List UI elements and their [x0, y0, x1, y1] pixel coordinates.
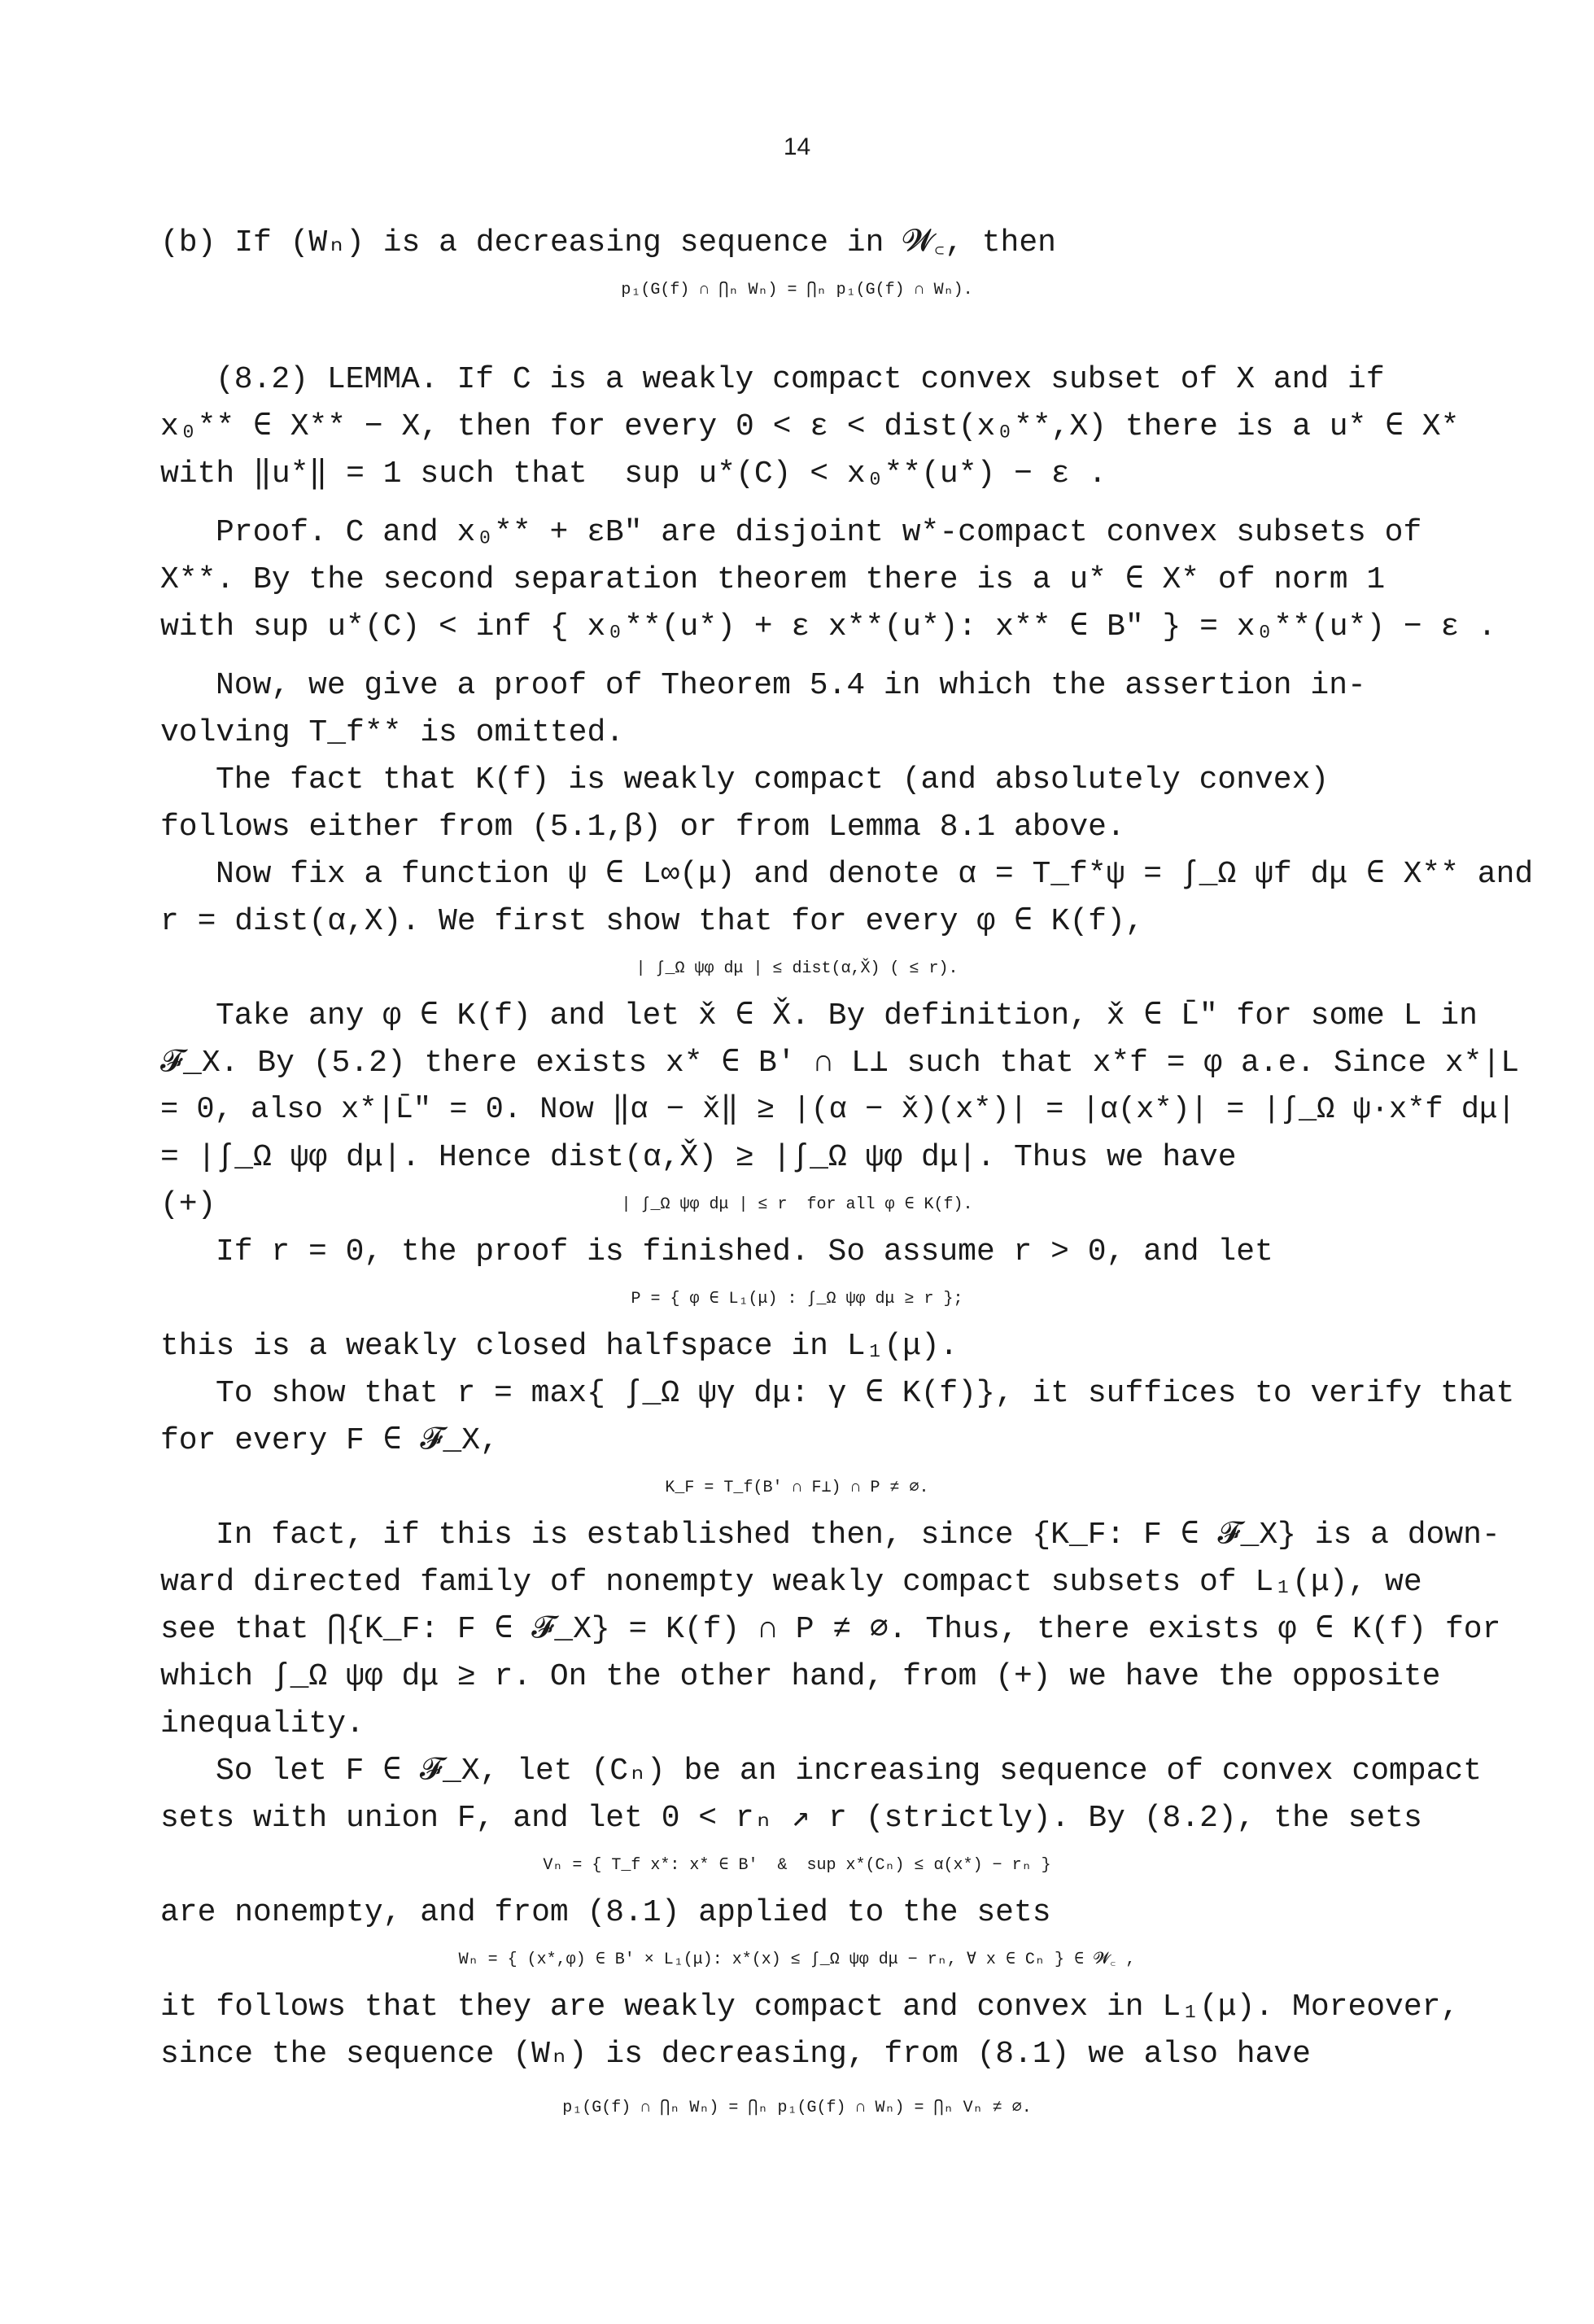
- text-line: To show that r = max{ ∫_Ω ψγ dμ: γ ∈ K(f)}, it suffices to verify that: [216, 1376, 1515, 1411]
- display-equation: p₁(G(f) ∩ ⋂ₙ Wₙ) = ⋂ₙ p₁(G(f) ∩ Wₙ) = ⋂ₙ Vₙ ≠ ∅.: [562, 2099, 1032, 2117]
- text-line: volving T_f** is omitted.: [160, 715, 625, 750]
- text-line: it follows that they are weakly compact and convex in L₁(μ). Moreover,: [160, 1990, 1460, 2025]
- text-line: inequality.: [160, 1706, 365, 1741]
- text-line: 𝓕_X. By (5.2) there exists x* ∈ B′ ∩ L⊥ such that x*f = φ a.e. Since x*|L: [160, 1046, 1520, 1081]
- display-equation: p₁(G(f) ∩ ⋂ₙ Wₙ) = ⋂ₙ p₁(G(f) ∩ Wₙ).: [621, 281, 973, 299]
- proof-line: Proof. C and x₀** + εB″ are disjoint w*-compact convex subsets of: [216, 515, 1422, 550]
- display-equation: P = { φ ∈ L₁(μ) : ∫_Ω ψφ dμ ≥ r };: [631, 1290, 963, 1308]
- text-line: (b) If (Wₙ) is a decreasing sequence in 𝓦꜀, then: [160, 225, 1056, 260]
- display-equation: K_F = T_f(B′ ∩ F⊥) ∩ P ≠ ∅.: [665, 1479, 929, 1497]
- text-line: = |∫_Ω ψφ dμ|. Hence dist(α,X̌) ≥ |∫_Ω ψφ dμ|. Thus we have: [160, 1140, 1237, 1175]
- text-line: which ∫_Ω ψφ dμ ≥ r. On the other hand, from (+) we have the opposite: [160, 1659, 1441, 1694]
- text-line: Now fix a function ψ ∈ L∞(μ) and denote α = T_f*ψ = ∫_Ω ψf dμ ∈ X** and: [216, 857, 1534, 892]
- text-line: ward directed family of nonempty weakly compact subsets of L₁(μ), we: [160, 1565, 1422, 1600]
- text-line: Take any φ ∈ K(f) and let x̌ ∈ X̌. By definition, x̌ ∈ L̄″ for some L in: [216, 998, 1478, 1033]
- display-equation: | ∫_Ω ψφ dμ | ≤ r for all φ ∈ K(f).: [621, 1195, 973, 1214]
- text-line: sets with union F, and let 0 < rₙ ↗ r (strictly). By (8.2), the sets: [160, 1801, 1422, 1836]
- text-line: The fact that K(f) is weakly compact (and absolutely convex): [216, 762, 1330, 797]
- text-line: = 0, also x*|L̄″ = 0. Now ‖α − x̌‖ ≥ |(α − x̌)(x*)| = |α(x*)| = |∫_Ω ψ·x*f dμ|: [160, 1093, 1516, 1127]
- equation-tag: (+): [160, 1187, 216, 1222]
- lemma-heading-line: (8.2) LEMMA. If C is a weakly compact convex subset of X and if: [216, 362, 1385, 397]
- text-line: If r = 0, the proof is finished. So assume r > 0, and let: [216, 1234, 1273, 1269]
- text-line: with ‖u*‖ = 1 such that sup u*(C) < x₀**(u*) − ε .: [160, 456, 1107, 491]
- text-line: this is a weakly closed halfspace in L₁(μ).: [160, 1329, 959, 1364]
- display-equation: Vₙ = { T_f x*: x* ∈ B′ & sup x*(Cₙ) ≤ α(x*) − rₙ }: [543, 1856, 1051, 1875]
- text-line: with sup u*(C) < inf { x₀**(u*) + ε x**(u*): x** ∈ B″ } = x₀**(u*) − ε .: [160, 609, 1496, 644]
- text-line: follows either from (5.1,β) or from Lemma 8.1 above.: [160, 810, 1125, 845]
- text-line: are nonempty, and from (8.1) applied to the sets: [160, 1895, 1051, 1930]
- text-line: since the sequence (Wₙ) is decreasing, from (8.1) we also have: [160, 2037, 1311, 2072]
- text-line: r = dist(α,X). We first show that for every φ ∈ K(f),: [160, 904, 1144, 939]
- display-equation: Wₙ = { (x*,φ) ∈ B′ × L₁(μ): x*(x) ≤ ∫_Ω ψφ dμ − rₙ, ∀ x ∈ Cₙ } ∈ 𝓦꜀ ,: [458, 1950, 1136, 1969]
- text-line: In fact, if this is established then, since {K_F: F ∈ 𝓕_X} is a down-: [216, 1518, 1500, 1553]
- text-line: X**. By the second separation theorem there is a u* ∈ X* of norm 1: [160, 562, 1386, 597]
- display-equation: | ∫_Ω ψφ dμ | ≤ dist(α,X̌) ( ≤ r).: [635, 959, 959, 978]
- text-line: x₀** ∈ X** − X, then for every 0 < ε < dist(x₀**,X) there is a u* ∈ X*: [160, 409, 1460, 444]
- text-line: So let F ∈ 𝓕_X, let (Cₙ) be an increasing sequence of convex compact: [216, 1754, 1483, 1789]
- text-line: for every F ∈ 𝓕_X,: [160, 1423, 499, 1458]
- text-line: see that ⋂{K_F: F ∈ 𝓕_X} = K(f) ∩ P ≠ ∅. Thus, there exists φ ∈ K(f) for: [160, 1612, 1501, 1647]
- text-line: Now, we give a proof of Theorem 5.4 in which the assertion in-: [216, 668, 1366, 703]
- page-number: 14: [783, 133, 811, 160]
